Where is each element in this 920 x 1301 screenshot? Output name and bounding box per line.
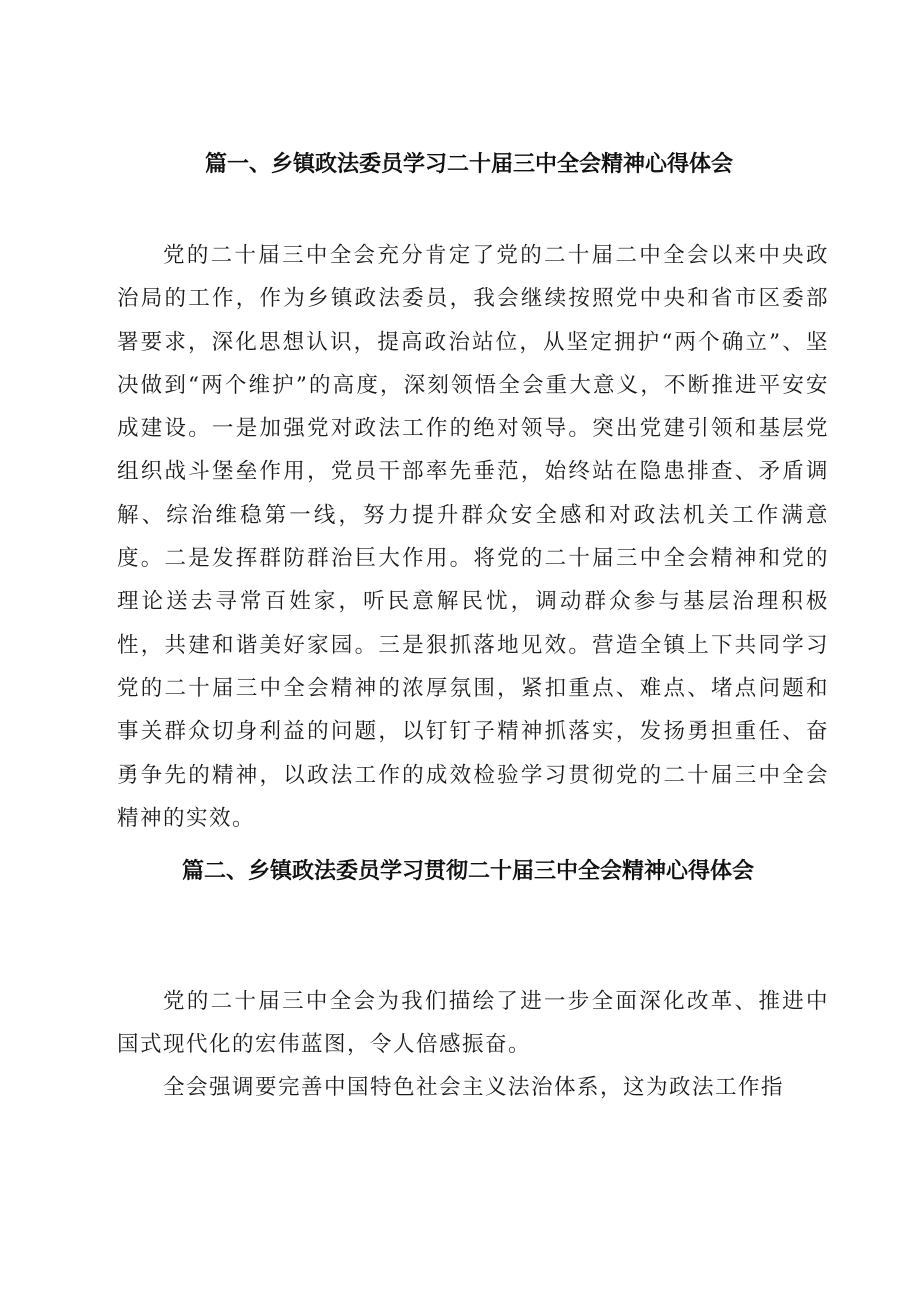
- section2-paragraph-1: 党的二十届三中全会为我们描绘了进一步全面深化改革、推进中国式现代化的宏伟蓝图，令人倍感振奋。: [117, 989, 829, 1058]
- section2-title: 篇二、乡镇政法委员学习贯彻二十届三中全会精神心得体会: [181, 859, 754, 884]
- section1-paragraph: 党的二十届三中全会充分肯定了党的二十届二中全会以来中央政治局的工作，作为乡镇政法委员，我会继续按照党中央和省市区委部署要求，深化思想认识，提高政治站位，从坚定拥护“两个确立”、坚决做到“两个维护”的高度，深刻领悟全会重大意义，不断推进平安安成建设。一是加强党对政法工作的绝对领导。突出党建引领和基层党组织战斗堡垒作用，党员干部率先垂范，始终站在隐患排查、矛盾调解、综治维稳第一线，努力提升群众安全感和对政法机关工作满意度。二是发挥群防群治巨大作用。将党的二十届三中全会精神和党的理论送去寻常百姓家，听民意解民忧，调动群众参与基层治理积极性，共建和谐美好家园。三是狠抓落地见效。营造全镇上下共同学习党的二十届三中全会精神的浓厚氛围，紧扣重点、难点、堵点问题和事关群众切身利益的问题，以钉钉子精神抓落实，发扬勇担重任、奋勇争先的精神，以政法工作的成效检验学习贯彻党的二十届三中全会精神的实效。: [117, 243, 829, 831]
- section1-title: 篇一、乡镇政法委员学习二十届三中全会精神心得体会: [204, 152, 733, 177]
- section2-paragraph-2: 全会强调要完善中国特色社会主义法治体系，这为政法工作指: [163, 1075, 785, 1100]
